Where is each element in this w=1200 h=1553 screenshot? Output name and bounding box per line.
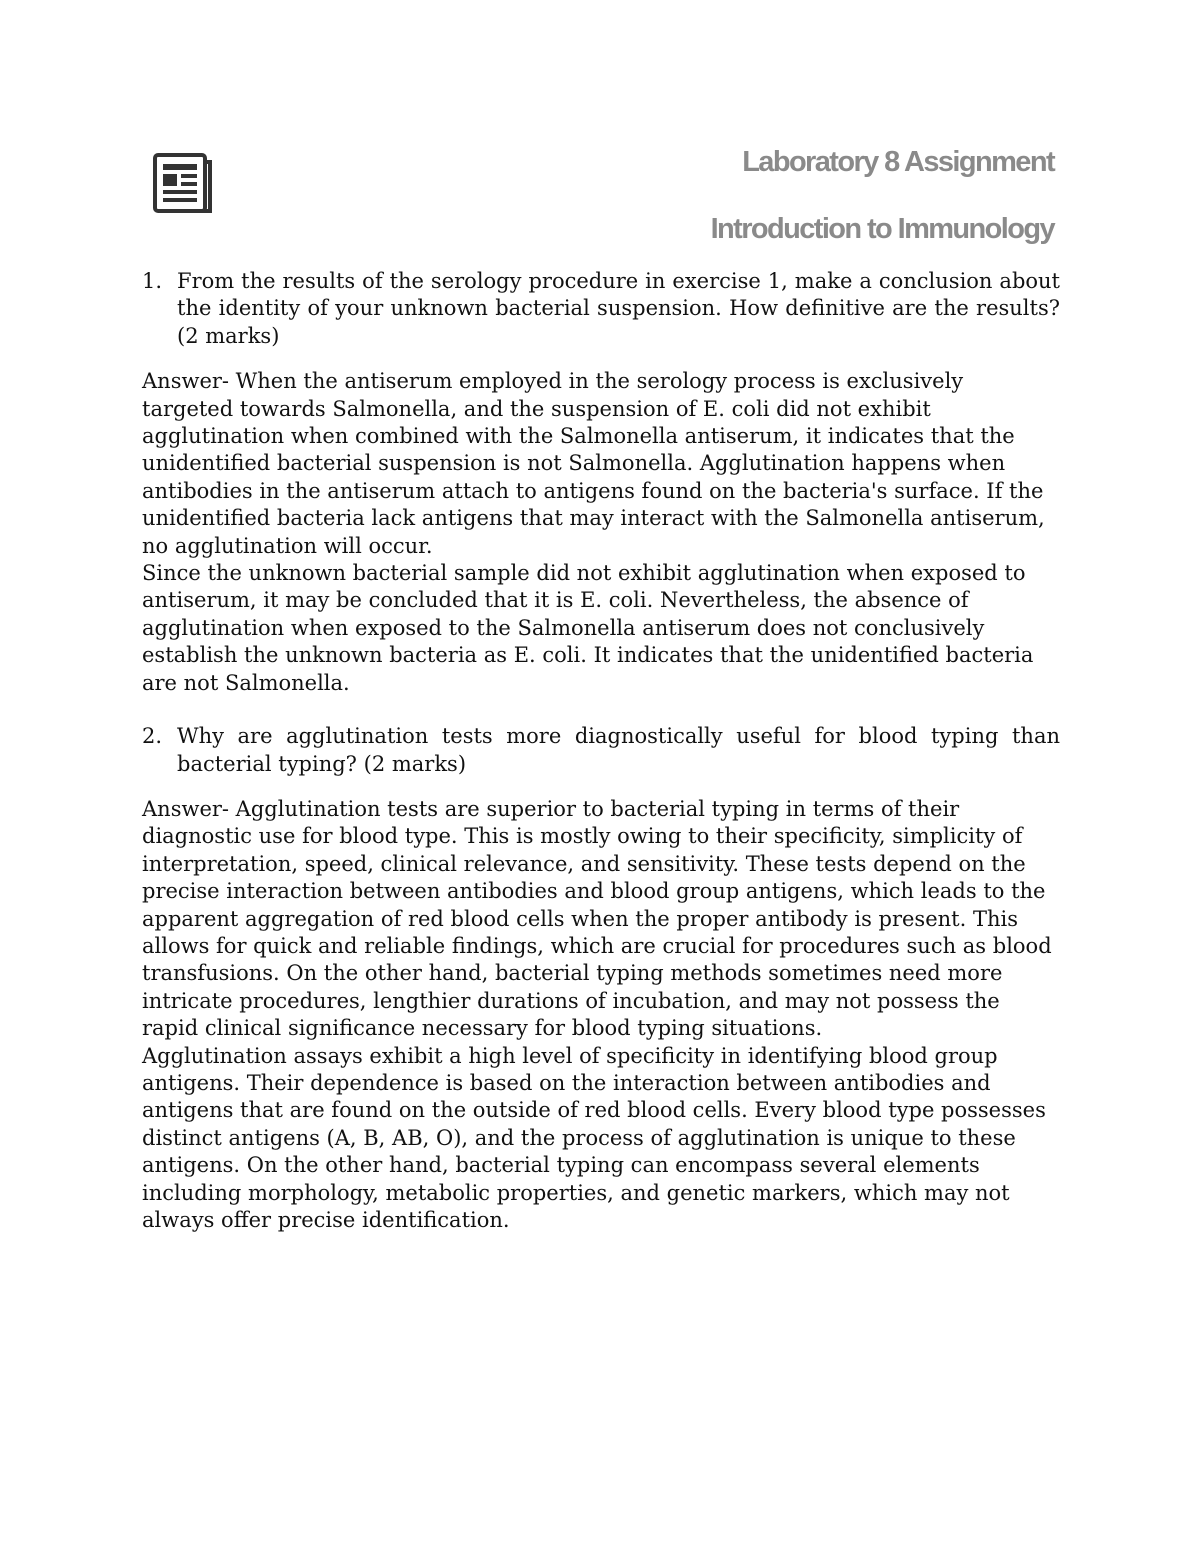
newspaper-icon	[152, 152, 214, 214]
question-1	[142, 268, 1060, 350]
document-title: Laboratory 8 Assignment	[742, 146, 1054, 178]
document-subtitle: Introduction to Immunology	[710, 213, 1054, 245]
question-2-number: 2.	[142, 724, 163, 749]
question-2-text: Why are agglutination tests more diagnostically useful for blood typing than bacterial typing? (2 marks)	[177, 724, 1060, 776]
answer-2-paragraph-1: Answer- Agglutination tests are superior to bacterial typing in terms of their diagnostic use for blood type. This is mostly owing to their specificity, simplicity of interpretation, speed, clinical relevance, and sensitivity. These tests depend on the precise interaction between antibodies and blood group antigens, which leads to the apparent aggregation of red blood cells when the proper antibody is present. This allows for quick and reliable findings, which are crucial for procedures such as blood transfusions. On the other hand, bacterial typing methods sometimes need more intricate procedures, lengthier durations of incubation, and may not possess the rapid clinical significance necessary for blood typing situations.	[142, 796, 1052, 1041]
question-1-number: 1.	[142, 269, 163, 293]
answer-1-paragraph-2: Since the unknown bacterial sample did not exhibit agglutination when exposed to antiserum, it may be concluded that it is E. coli. Nevertheless, the absence of agglutination when exposed to the Salmonella antiserum does not conclusively establish the unknown bacteria as E. coli. It indicates that the unidentified bacteria are not Salmonella.	[142, 561, 1034, 695]
answer-1	[142, 368, 1060, 697]
question-2	[142, 723, 1060, 778]
question-1-text: From the results of the serology procedure in exercise 1, make a conclusion about the identity of your unknown bacterial suspension. How definitive are the results? (2 marks)	[177, 269, 1060, 348]
answer-2	[142, 796, 1060, 1235]
answer-2-paragraph-2: Agglutination assays exhibit a high level of specificity in identifying blood group antigens. Their dependence is based on the interaction between antibodies and antigens that are found on the outside of red blood cells. Every blood type possesses distinct antigens (A, B, AB, O), and the process of agglutination is unique to these antigens. On the other hand, bacterial typing can encompass several elements including morphology, metabolic properties, and genetic markers, which may not always offer precise identification.	[142, 1043, 1046, 1232]
assignment-body	[142, 268, 1060, 1234]
answer-1-paragraph-1: Answer- When the antiserum employed in the serology process is exclusively targeted towards Salmonella, and the suspension of E. coli did not exhibit agglutination when combined with the Salmonella antiserum, it indicates that the unidentified bacterial suspension is not Salmonella. Agglutination happens when antibodies in the antiserum attach to antigens found on the bacteria's surface. If the unidentified bacteria lack antigens that may interact with the Salmonella antiserum, no agglutination will occur.	[142, 369, 1045, 558]
